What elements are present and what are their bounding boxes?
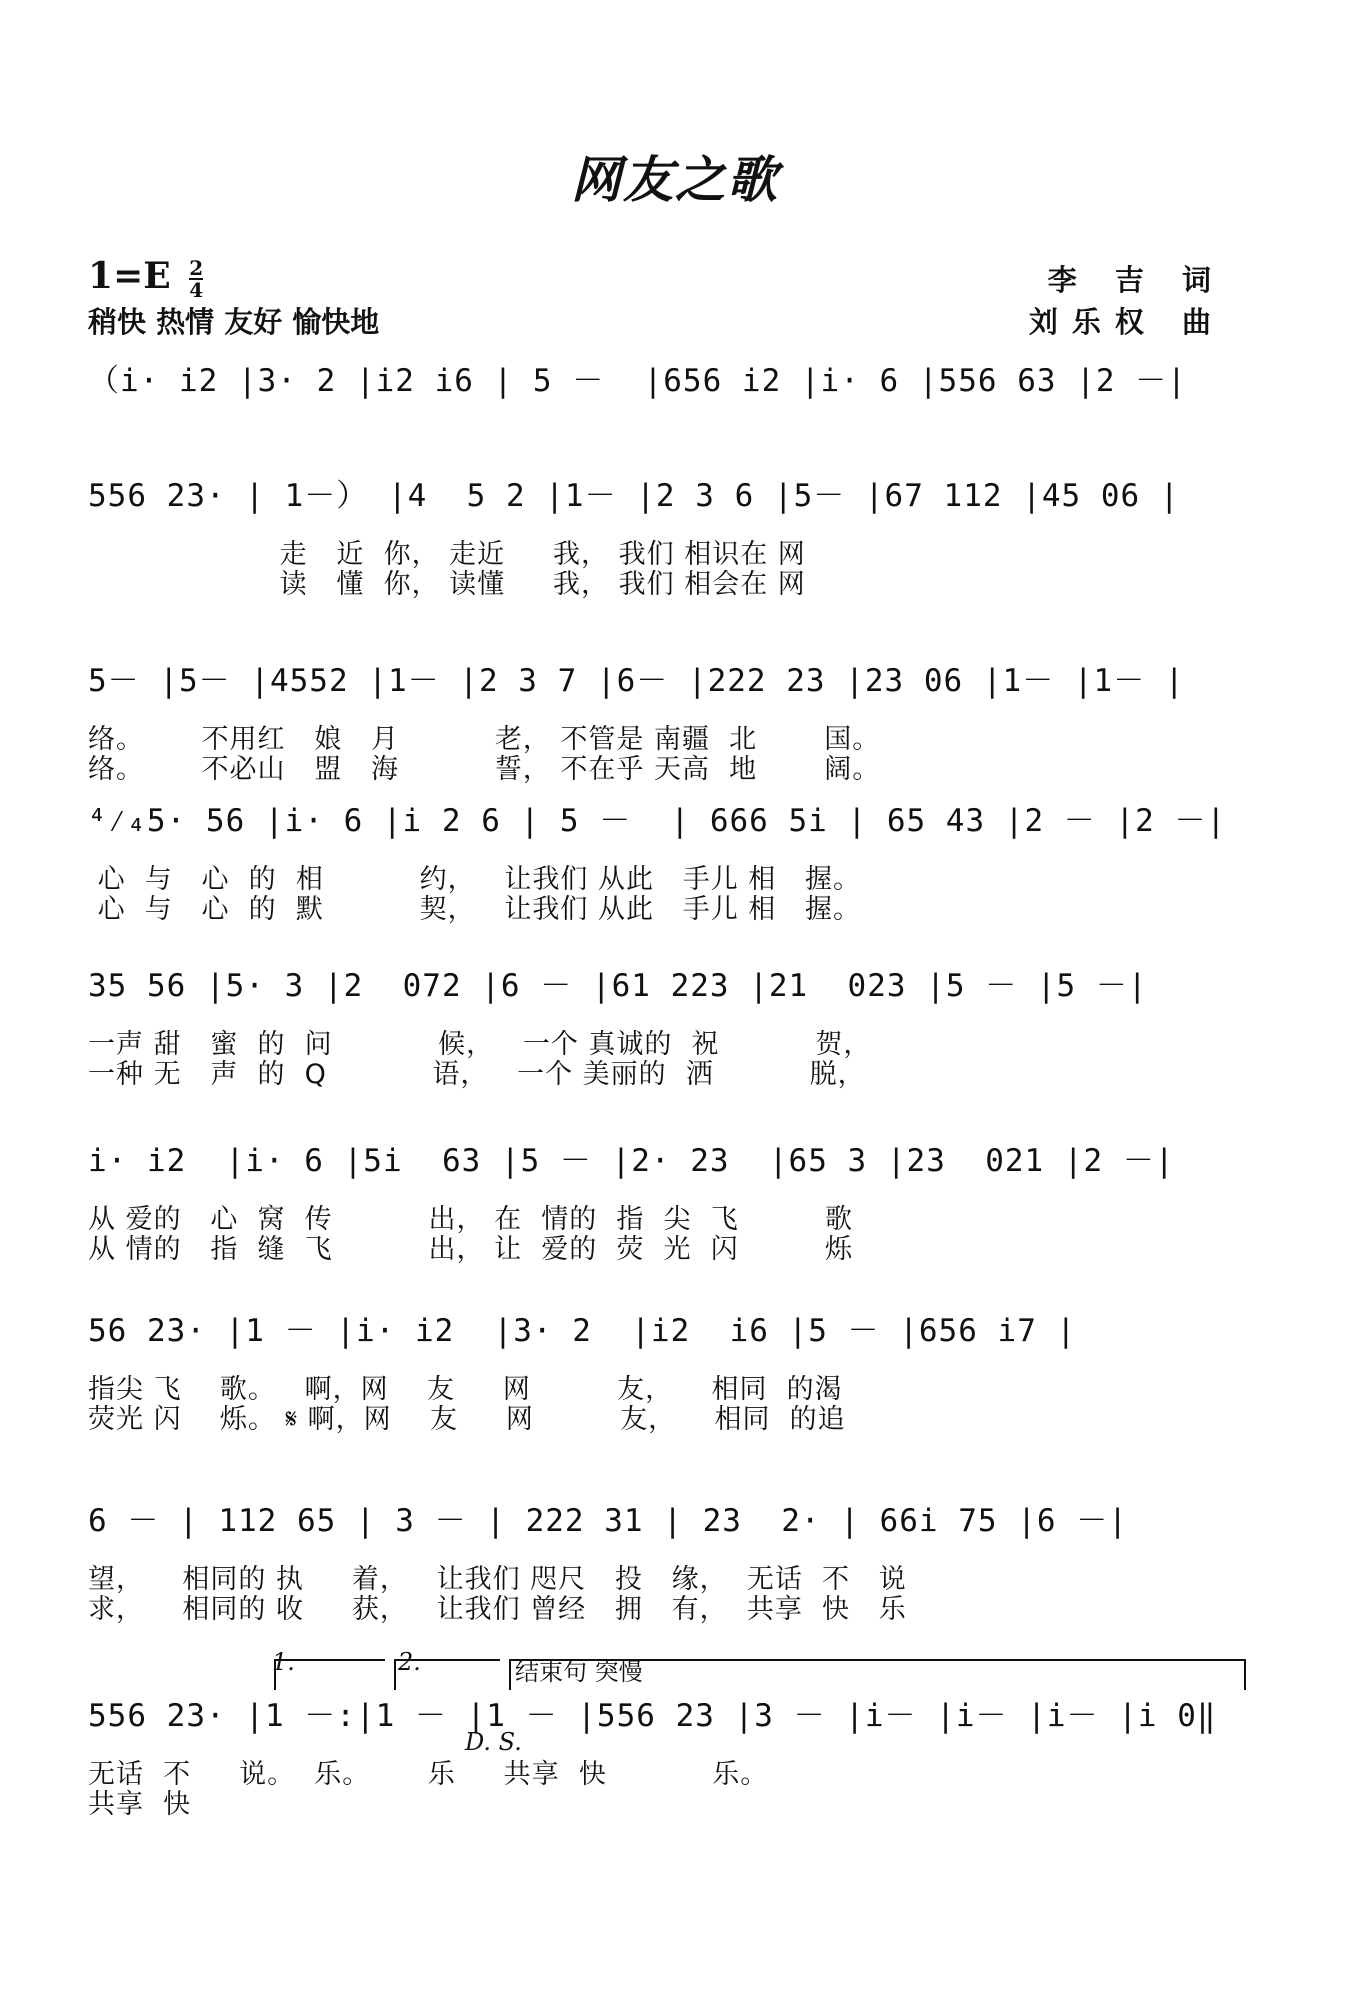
key-note: E — [143, 255, 171, 297]
notation-line-1: （i· i2 |3· 2 |i2 i6 | 5 － |656 i2 |i· 6 |556 63 |2 －| — [88, 363, 1187, 399]
second-ending-label: 2. — [398, 1648, 421, 1676]
lyricist-credit: 李 吉 词 — [1047, 263, 1225, 297]
da-segno-label: D. S. — [465, 1728, 522, 1756]
lyric-line-7-1: 指尖 飞 歌。 啊，网 友 网 友， 相同 的渴 — [88, 1374, 843, 1405]
lyric-line-8-1: 望， 相同的 执 着， 让我们 咫尺 投 缘， 无话 不 说 — [88, 1564, 907, 1595]
second-ending-bracket — [395, 1660, 500, 1690]
time-bottom: 4 — [189, 278, 204, 302]
notation-line-7: 56 23· |1 － |i· i2 |3· 2 |i2 i6 |5 － |656 i7 | — [88, 1313, 1077, 1349]
coda-label: 结束句 突慢 — [515, 1658, 643, 1686]
notation-line-3: 5－ |5－ |4552 |1－ |2 3 7 |6－ |222 23 |23 06 |1－ |1－ | — [88, 663, 1185, 699]
lyric-line-2-1: 走 近 你， 走近 我， 我们 相识在 网 — [88, 539, 806, 570]
lyric-line-6-2: 从 情的 指 缝 飞 出， 让 爱的 荧 光 闪 烁 — [88, 1234, 853, 1265]
lyric-line-6-1: 从 爱的 心 窝 传 出， 在 情的 指 尖 飞 歌 — [88, 1204, 853, 1235]
lyric-line-3-1: 络。 不用红 娘 月 老， 不管是 南疆 北 国。 — [88, 724, 881, 755]
notation-line-2: 556 23· | 1－） |4 5 2 |1－ |2 3 6 |5－ |67 112 |45 06 | — [88, 478, 1180, 514]
lyric-line-7-2: 荧光 闪 烁。 𝄋 啊，网 友 网 友， 相同 的追 — [88, 1404, 846, 1435]
lyric-line-9-2: 共享 快 — [88, 1789, 192, 1820]
lyric-line-4-2: 心 与 心 的 默 契， 让我们 从此 手儿 相 握。 — [88, 894, 862, 925]
lyric-line-5-2: 一种 无 声 的 Q 语， 一个 美丽的 洒 脱， — [88, 1059, 866, 1090]
lyric-line-4-1: 心 与 心 的 相 约， 让我们 从此 手儿 相 握。 — [88, 864, 862, 895]
first-ending-label: 1. — [272, 1648, 295, 1676]
lyric-line-5-1: 一声 甜 蜜 的 问 候， 一个 真诚的 祝 贺， — [88, 1029, 872, 1060]
first-ending-bracket — [275, 1660, 385, 1690]
notation-line-4: ⁴⁄₄5· 56 |i· 6 |i 2 6 | 5 － | 666 5i | 65 43 |2 － |2 －| — [88, 803, 1227, 839]
notation-line-6: i· i2 |i· 6 |5i 63 |5 － |2· 23 |65 3 |23 021 |2 －| — [88, 1143, 1175, 1179]
coda-bracket — [510, 1660, 1245, 1690]
lyric-line-3-2: 络。 不必山 盟 海 誓， 不在乎 天高 地 阔。 — [88, 754, 881, 785]
notation-line-9: 556 23· |1 －:|1 － |1 － |556 23 |3 － |i－ |i－ |i－ |i 0‖ — [88, 1698, 1217, 1734]
lyric-line-8-2: 求， 相同的 收 获， 让我们 曾经 拥 有， 共享 快 乐 — [88, 1594, 907, 1625]
notation-line-8: 6 － | 112 65 | 3 － | 222 31 | 23 2· | 66i 75 |6 －| — [88, 1503, 1128, 1539]
lyric-line-2-2: 读 懂 你， 读懂 我， 我们 相会在 网 — [88, 569, 806, 600]
key-equals: = — [113, 255, 144, 297]
notation-line-5: 35 56 |5· 3 |2 072 |6 － |61 223 |21 023 |5 － |5 －| — [88, 968, 1148, 1004]
time-top: 2 — [189, 256, 204, 280]
song-title: 网友之歌 — [571, 150, 779, 209]
composer-credit: 刘乐权 曲 — [1028, 305, 1225, 339]
lyric-line-9-1: 无话 不 说。 乐。 乐 共享 快 乐。 — [88, 1759, 769, 1790]
key-tonic: 1 — [88, 255, 114, 297]
tempo-marking: 稍快 热情 友好 愉快地 — [88, 305, 380, 339]
